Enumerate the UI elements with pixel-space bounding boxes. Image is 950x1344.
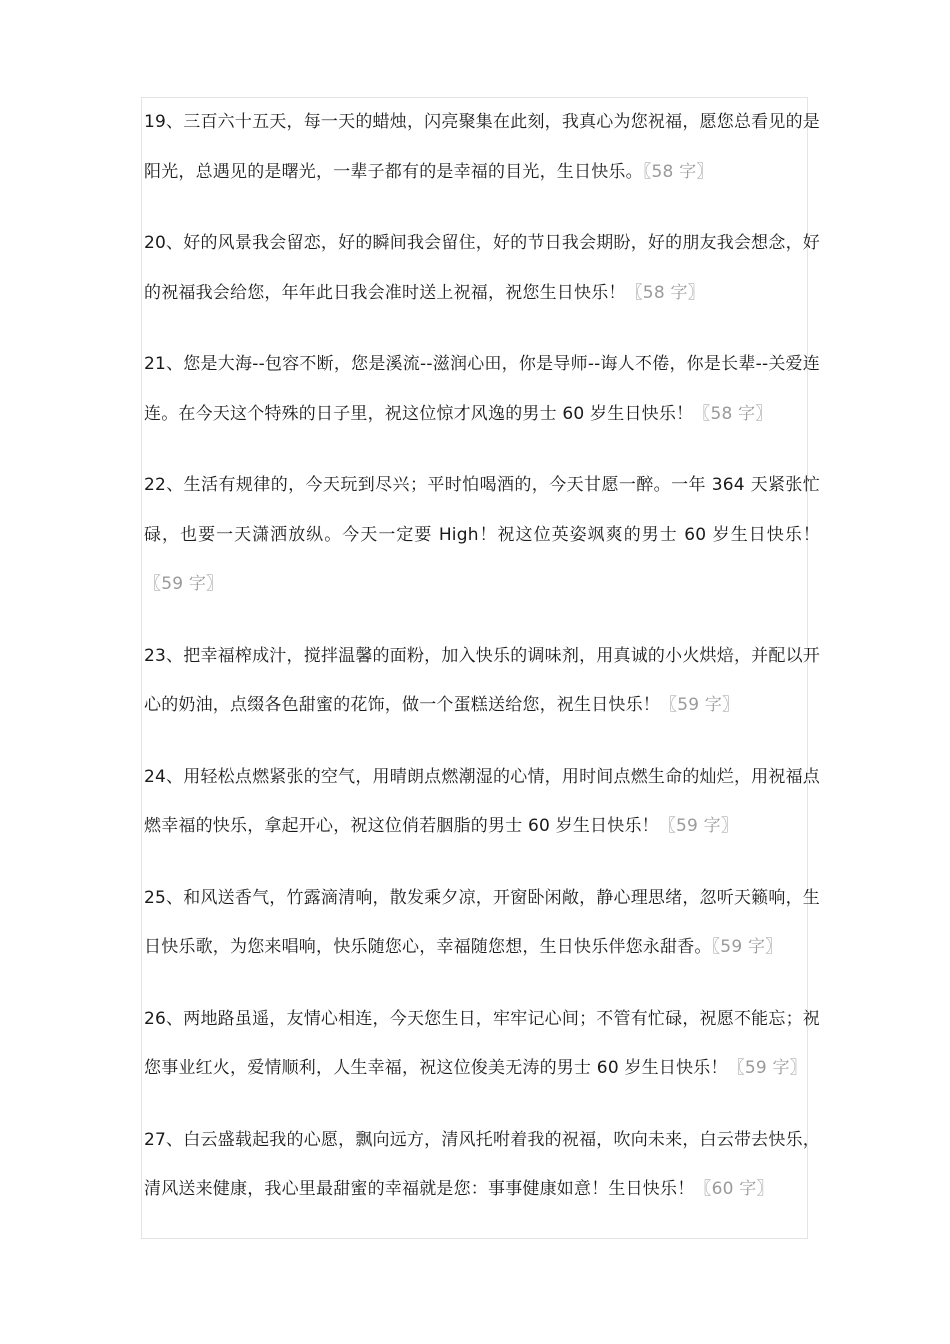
- entry-text: 23、把幸福榨成汁，搅拌温馨的面粉，加入快乐的调味剂，用真诚的小火烘焙，并配以开心的奶油，点缀各色甜蜜的花饰，做一个蛋糕送给您，祝生日快乐！: [144, 645, 820, 715]
- wish-entry-21: [144, 340, 820, 439]
- char-count: 〖58 字〗: [642, 161, 714, 182]
- entry-text: 21、您是大海--包容不断，您是溪流--滋润心田，你是导师--诲人不倦，你是长辈--关爱连连。在今天这个特殊的日子里，祝这位惊才风逸的男士 60 岁生日快乐！: [144, 354, 820, 424]
- char-count: 〖59 字〗: [658, 816, 739, 836]
- char-count: 〖59 字〗: [660, 695, 740, 715]
- entry-text: 27、白云盛载起我的心愿，飘向远方，清风托咐着我的祝福，吹向未来，白云带去快乐，清风送来健康，我心里最甜蜜的幸福就是您：事事健康如意！生日快乐！: [144, 1129, 820, 1199]
- char-count: 〖58 字〗: [693, 403, 773, 424]
- wish-entry-27: [144, 1116, 820, 1215]
- char-count: 〖59 字〗: [727, 1058, 807, 1078]
- wish-entry-25: [144, 874, 820, 973]
- char-count: 〖58 字〗: [625, 282, 705, 303]
- wish-entry-19: [144, 98, 820, 197]
- entry-text: 25、和风送香气，竹露滴清响，散发乘夕凉，开窗卧闲敞，静心理思绪，忽听天籁响，生日快乐歌，为您来唱响，快乐随您心，幸福随您想，生日快乐伴您永甜香。: [144, 887, 820, 957]
- document-body: [144, 98, 820, 1237]
- char-count: 〖59 字〗: [711, 937, 783, 957]
- entry-text: 22、生活有规律的，今天玩到尽兴；平时怕喝酒的，今天甘愿一醉。一年 364 天紧张忙碌，也要一天潇洒放纵。今天一定要 High！祝这位英姿飒爽的男士 60 岁生日快乐！: [144, 475, 820, 545]
- char-count: 〖59 字〗: [144, 574, 224, 594]
- wish-entry-24: [144, 753, 820, 852]
- entry-text: 20、好的风景我会留恋，好的瞬间我会留住，好的节日我会期盼，好的朋友我会想念，好的祝福我会给您，年年此日我会准时送上祝福，祝您生日快乐！: [144, 233, 820, 303]
- entry-text: 24、用轻松点燃紧张的空气，用晴朗点燃潮湿的心情，用时间点燃生命的灿烂，用祝福点燃幸福的快乐，拿起开心，祝这位俏若胭脂的男士 60 岁生日快乐！: [144, 766, 820, 836]
- wish-entry-20: [144, 219, 820, 318]
- char-count: 〖60 字〗: [694, 1179, 774, 1199]
- entry-text: 19、三百六十五天，每一天的蜡烛，闪亮聚集在此刻，我真心为您祝福，愿您总看见的是阳光，总遇见的是曙光，一辈子都有的是幸福的目光，生日快乐。: [144, 112, 820, 182]
- entry-text: 26、两地路虽遥，友情心相连，今天您生日，牢牢记心间；不管有忙碌，祝愿不能忘；祝您事业红火，爱情顺利，人生幸福，祝这位俊美无涛的男士 60 岁生日快乐！: [144, 1008, 820, 1078]
- wish-entry-23: [144, 632, 820, 731]
- wish-entry-26: [144, 995, 820, 1094]
- wish-entry-22: [144, 461, 820, 610]
